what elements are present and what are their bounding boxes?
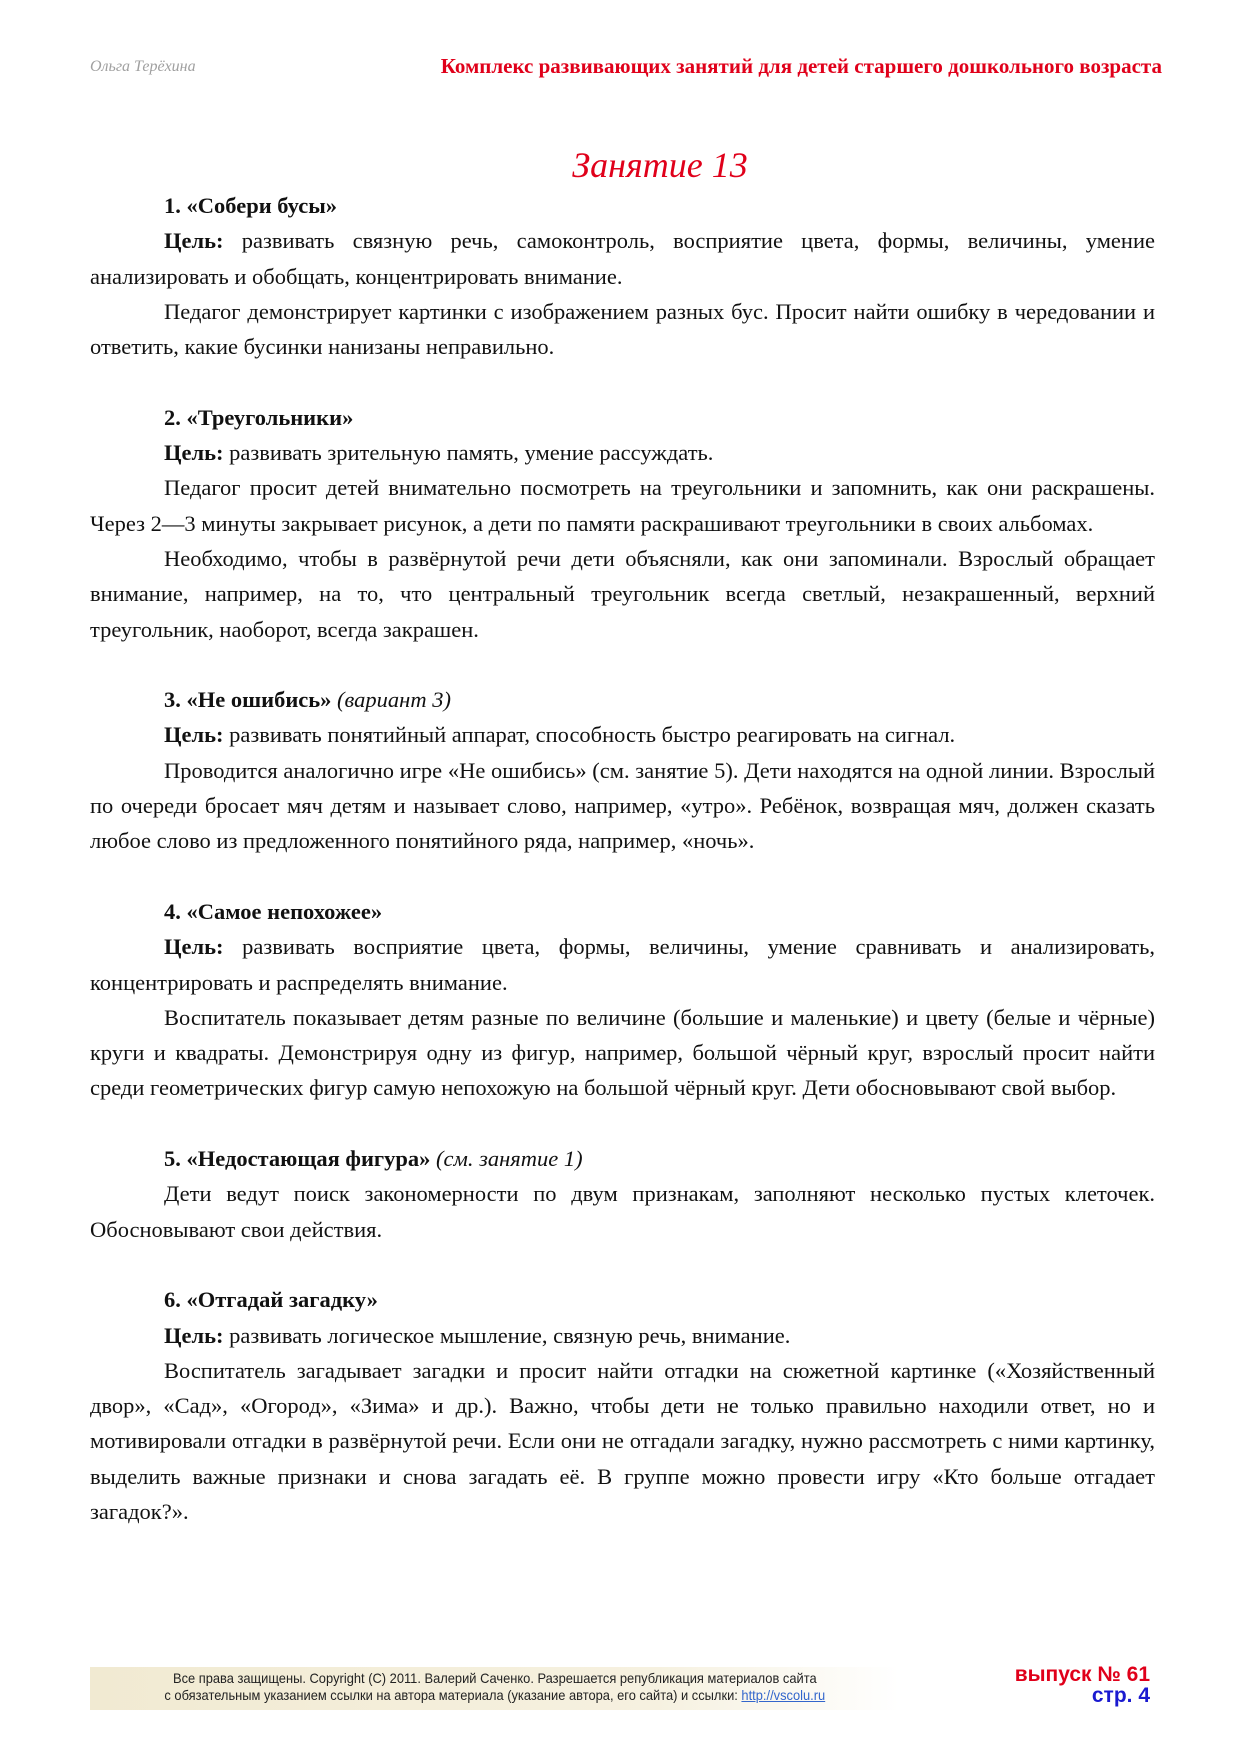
section-title	[90, 188, 1155, 223]
paragraph: Педагог просит детей внимательно посмотреть на треугольники и запомнить, как они раскрашены. Через 2—3 минуты закрывает рисунок, а дети по памяти раскрашивают треугольники в своих альбомах.	[90, 475, 1155, 536]
goal-label: Цель:	[164, 228, 224, 254]
paragraph: Педагог демонстрирует картинки с изображением разных бус. Просит найти ошибку в чередовании и ответить, какие бусинки нанизаны неправильно.	[90, 298, 1155, 360]
goal-label: Цель:	[164, 722, 224, 748]
footer-copyright	[90, 1667, 900, 1710]
goal-label: Цель:	[164, 440, 224, 466]
section-title-text: 1. «Собери бусы»	[164, 193, 338, 218]
header-title: Комплекс развивающих занятий для детей старшего дошкольного возраста	[440, 54, 1162, 78]
section	[90, 1282, 1155, 1529]
section-goal	[90, 929, 1155, 1000]
paragraph: Проводится аналогично игре «Не ошибись» (см. занятие 5). Дети находятся на одной линии. Взрослый по очереди бросает мяч детям и называет слово, например, «утро». Ребёнок, возвращая мяч, должен сказать любое слово из предложенного понятийного ряда, например, «ночь».	[90, 757, 1155, 854]
section-goal	[90, 1318, 1155, 1353]
issue-info	[1015, 1664, 1150, 1706]
section-title	[90, 682, 1155, 717]
goal-label: Цель:	[164, 934, 224, 960]
issue-number: выпуск № 61	[1014, 1663, 1150, 1686]
section	[90, 400, 1155, 647]
goal-text: развивать понятийный аппарат, способность быстро реагировать на сигнал.	[223, 722, 956, 748]
section-title	[90, 1282, 1155, 1317]
paragraph: Воспитатель показывает детям разные по величине (большие и маленькие) и цвету (белые и чёрные) круги и квадраты. Демонстрируя одну из фигур, например, большой чёрный круг, взрослый просит найти среди геометрических фигур самую непохожую на большой чёрный круг. Дети обосновывают свой выбор.	[90, 1004, 1155, 1101]
section	[90, 682, 1155, 858]
section-goal	[90, 223, 1155, 294]
section	[90, 188, 1155, 364]
footer-line-2: с обязательным указанием ссылки на автора материала (указание автора, его сайта) и ссылки:	[164, 1687, 742, 1703]
goal-text: развивать восприятие цвета, формы, величины, умение сравнивать и анализировать, концентрировать и распределять внимание.	[90, 934, 1155, 995]
goal-label: Цель:	[164, 1322, 224, 1348]
section-goal	[90, 717, 1155, 752]
lesson-title: Занятие 13	[572, 145, 748, 185]
header-author: Ольга Терёхина	[90, 58, 196, 75]
paragraph: Необходимо, чтобы в развёрнутой речи дети объясняли, как они запоминали. Взрослый обращает внимание, например, на то, что центральный треугольник всегда светлый, незакрашенный, верхний треугольник, наоборот, всегда закрашен.	[90, 545, 1155, 642]
goal-text: развивать зрительную память, умение рассуждать.	[223, 440, 714, 466]
goal-text: развивать логическое мышление, связную речь, внимание.	[223, 1322, 791, 1348]
section	[90, 894, 1155, 1106]
section-title	[90, 400, 1155, 435]
section-goal	[90, 435, 1155, 470]
section-title-text: 5. «Недостающая фигура»	[164, 1146, 431, 1172]
section-note: (вариант 3)	[331, 687, 451, 713]
section-title	[90, 1141, 1155, 1176]
section-title	[90, 894, 1155, 929]
document-body	[90, 188, 1155, 1565]
paragraph: Дети ведут поиск закономерности по двум признакам, заполняют несколько пустых клеточек. Обосновывают свои действия.	[90, 1181, 1155, 1242]
section-title-text: 6. «Отгадай загадку»	[164, 1287, 378, 1313]
section-title-text: 4. «Самое непохожее»	[164, 898, 383, 924]
footer-link[interactable]: http://vscolu.ru	[741, 1687, 826, 1703]
section-title-text: 2. «Треугольники»	[164, 404, 354, 430]
section	[90, 1141, 1155, 1247]
goal-text: развивать связную речь, самоконтроль, восприятие цвета, формы, величины, умение анализировать и обобщать, концентрировать внимание.	[90, 228, 1155, 289]
section-title-text: 3. «Не ошибись»	[164, 687, 332, 713]
footer-line-1: Все права защищены. Copyright (C) 2011. Валерий Саченко. Разрешается републикация материалов сайта	[172, 1670, 817, 1686]
section-note: (см. занятие 1)	[430, 1146, 583, 1172]
page-number: стр. 4	[1091, 1684, 1150, 1707]
paragraph: Воспитатель загадывает загадки и просит найти отгадки на сюжетной картинке («Хозяйственный двор», «Сад», «Огород», «Зима» и др.). Важно, чтобы дети не только правильно находили ответ, но и мотивировали отгадки в развёрнутой речи. Если они не отгадали загадку, нужно рассмотреть с ними картинку, выделить важные признаки и снова загадать её. В группе можно провести игру «Кто больше отгадает загадок?».	[90, 1357, 1155, 1524]
